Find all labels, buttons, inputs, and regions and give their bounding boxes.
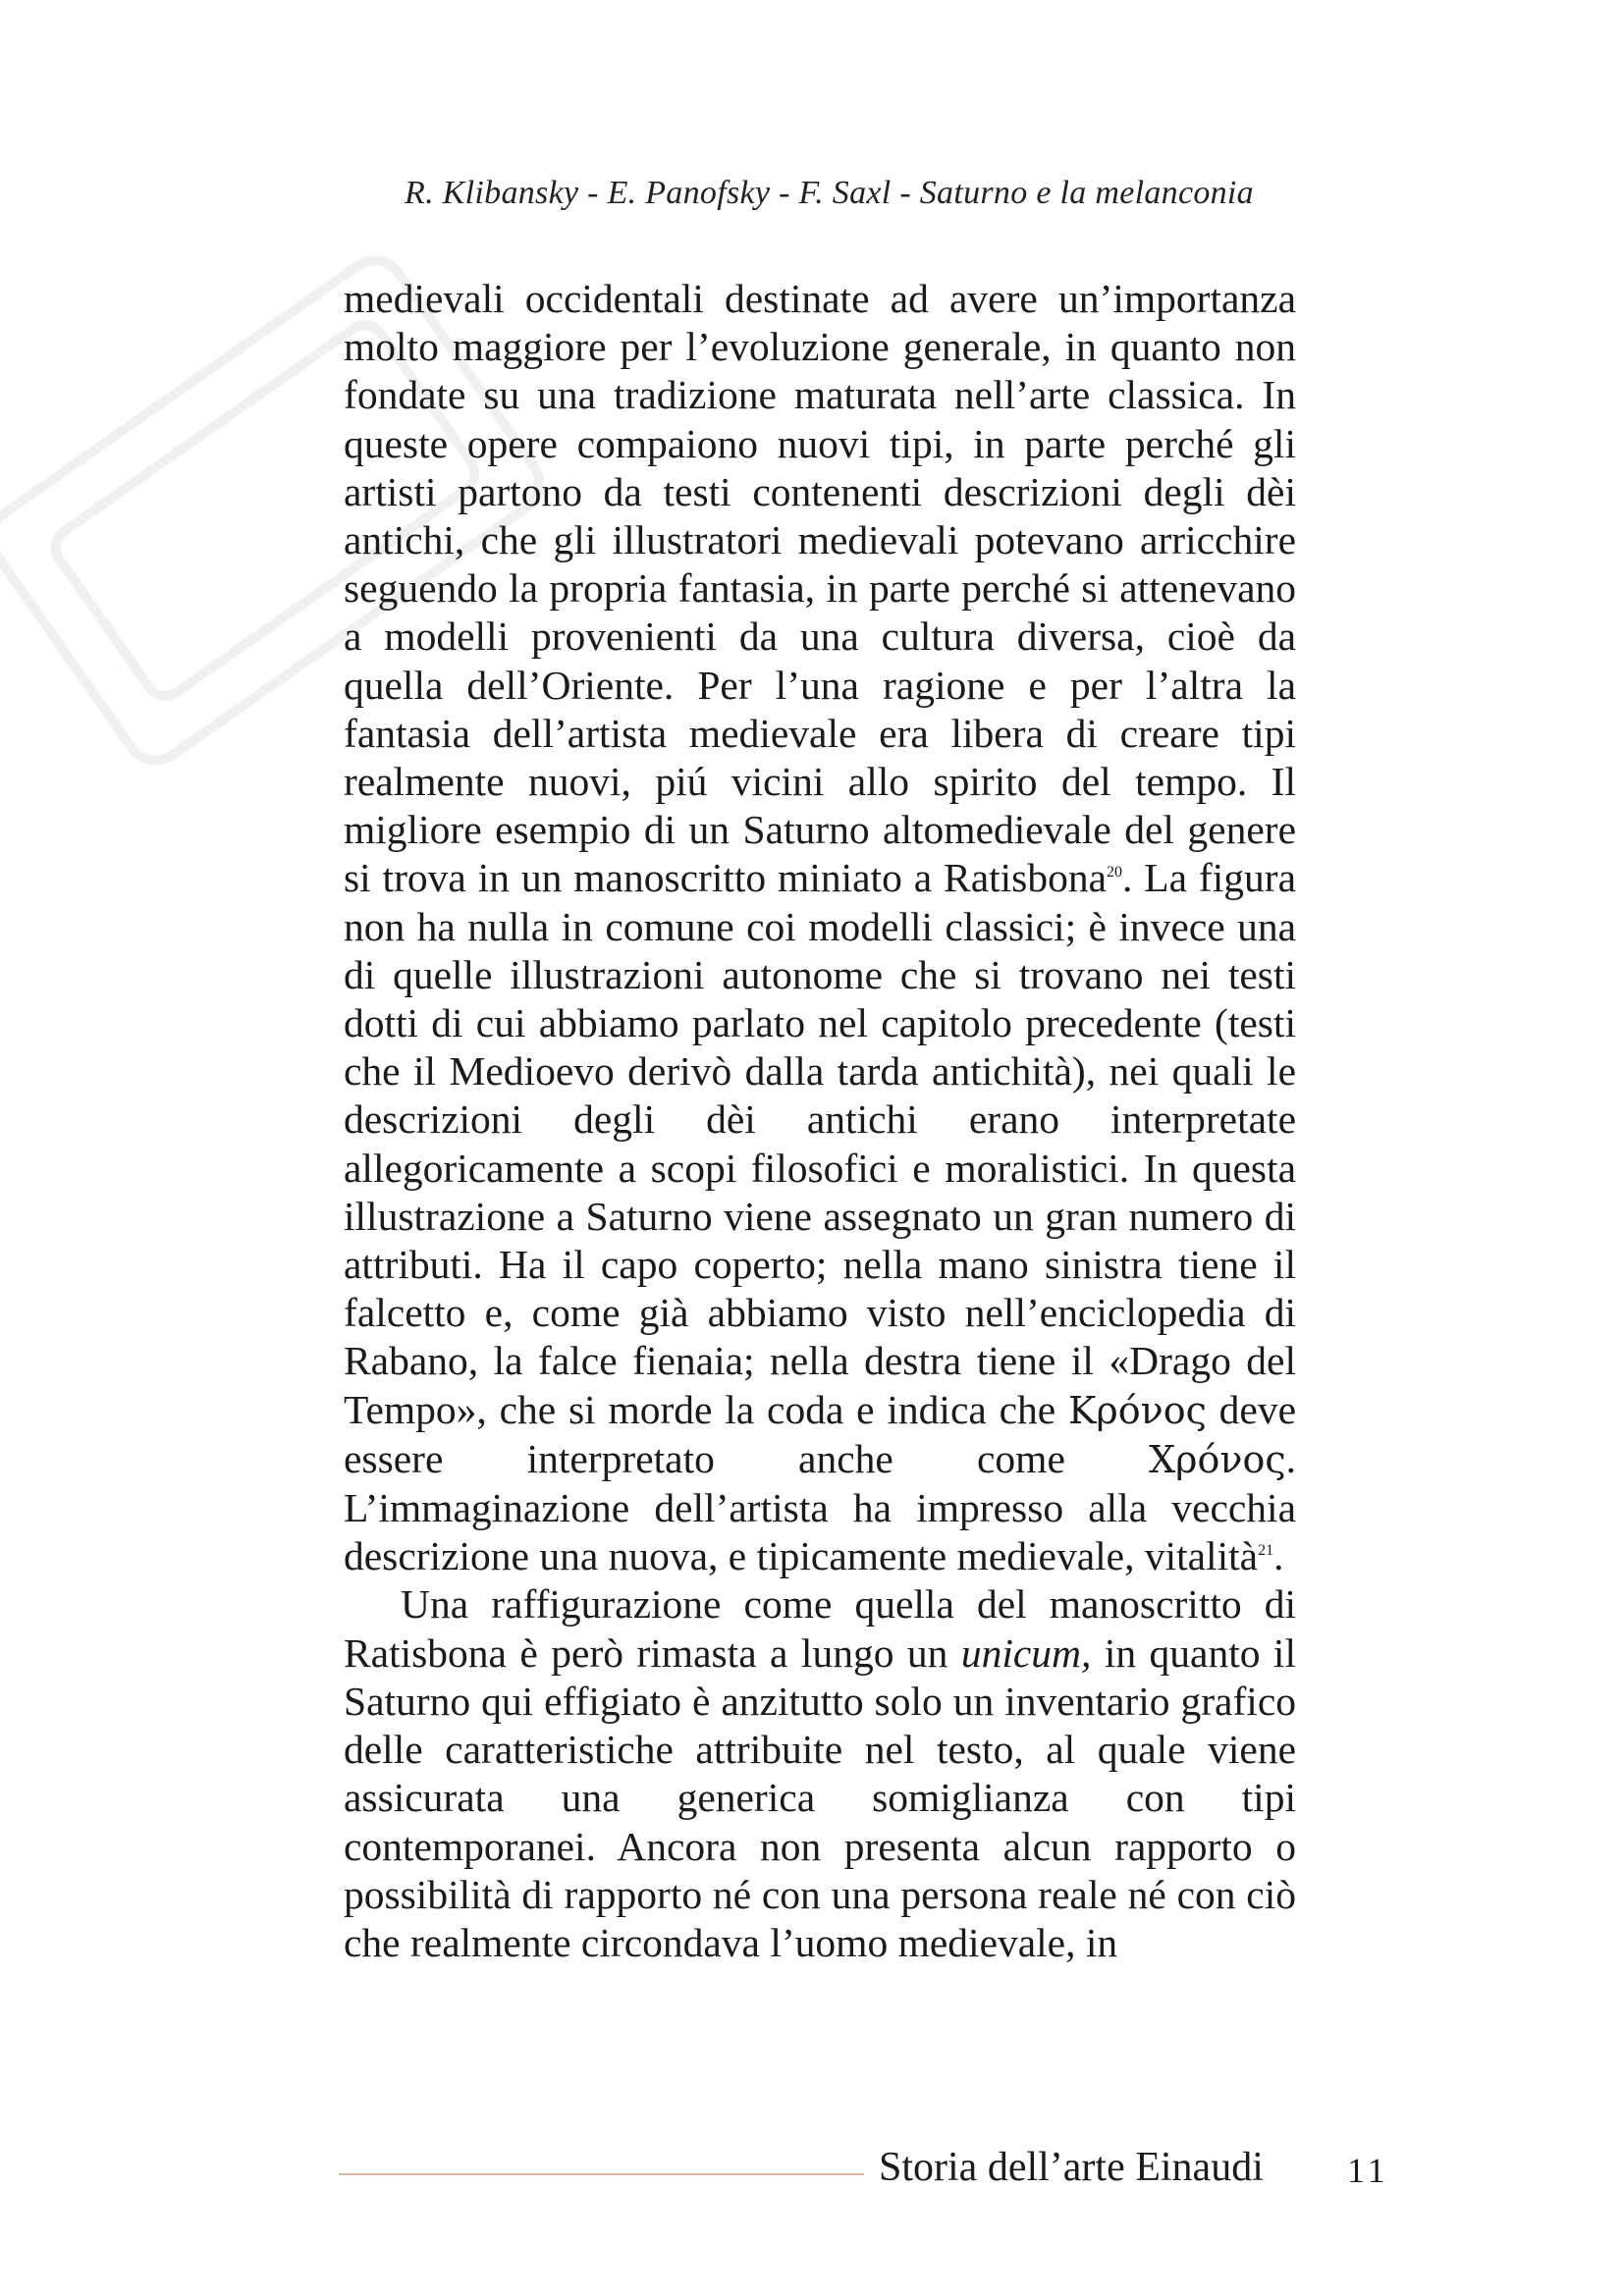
paragraph-2 — [344, 1580, 1296, 1967]
footnote-ref-21[interactable]: 21 — [1258, 1542, 1274, 1560]
greek-chronos: Χρόνος — [1149, 1437, 1286, 1481]
footnote-ref-20[interactable]: 20 — [1107, 864, 1122, 881]
paragraph-2-text-b: in quanto il Saturno qui effigiato è anzitutto solo un inventario grafico delle caratteristiche attribuite nel testo, al quale viene assicurata una generica somiglianza con tipi contemporanei. Ancora non presenta alcun rapporto o possibilità di rapporto né con una persona reale né con ciò che realmente circondava l’uomo medievale, in — [344, 1629, 1296, 1965]
paragraph-1-text-c: deve essere interpretato anche come — [344, 1386, 1297, 1481]
paragraph-1 — [344, 275, 1296, 1580]
paragraph-2-text-a: Una raffigurazione come quella del manoscritto di Ratisbona è però rimasta a lungo un — [344, 1581, 1296, 1676]
footer-series-title: Storia dell’arte Einaudi — [879, 2145, 1264, 2190]
body-text — [344, 275, 1296, 1967]
greek-kronos: Κρόνος — [1067, 1388, 1207, 1432]
page-number: 11 — [1347, 2151, 1389, 2190]
paragraph-1-text-a: medievali occidentali destinate ad avere un’importanza molto maggiore per l’evoluzione generale, in quanto non fondate su una tradizione maturata nell’arte classica. In queste opere compaiono nuovi tipi, in parte perché gli artisti partono da testi contenenti descrizioni degli dèi antichi, che gli illustratori medievali potevano arricchire seguendo la propria fantasia, in parte perché si attenevano a modelli provenienti da una cultura diversa, cioè da quella dell’Oriente. Per l’una ragione e per l’altra la fantasia dell’artista medievale era libera di creare tipi realmente nuovi, piú vicini allo spirito del tempo. Il migliore esempio di un Saturno altomedievale del genere si trova in un manoscritto miniato a Ratisbona — [344, 276, 1296, 901]
paragraph-1-text-b: . La figura non ha nulla in comune coi modelli classici; è invece una di quelle illustrazioni autonome che si trovano nei testi dotti di cui abbiamo parlato nel capitolo precedente (testi che il Medioevo derivò dalla tarda antichità), nei quali le descrizioni degli dèi antichi erano interpretate allegoricamente a scopi filosofici e moralistici. In questa illustrazione a Saturno viene assegnato un gran numero di attributi. Ha il capo coperto; nella mano sinistra tiene il falcetto e, come già abbiamo visto nell’enciclopedia di Rabano, la falce fienaia; nella destra tiene il «Drago del Tempo», che si morde la coda e indica che — [344, 855, 1296, 1432]
paragraph-1-text-e: . — [1273, 1533, 1284, 1579]
italic-unicum: unicum, — [960, 1629, 1092, 1676]
running-head: R. Klibansky - E. Panofsky - F. Saxl - Saturno e la melanconia — [405, 175, 1254, 211]
paragraph-1-text-d: . L’immaginazione dell’artista ha impresso alla vecchia descrizione una nuova, e tipicamente medievale, vitalità — [344, 1435, 1296, 1579]
footer-rule — [339, 2173, 864, 2175]
